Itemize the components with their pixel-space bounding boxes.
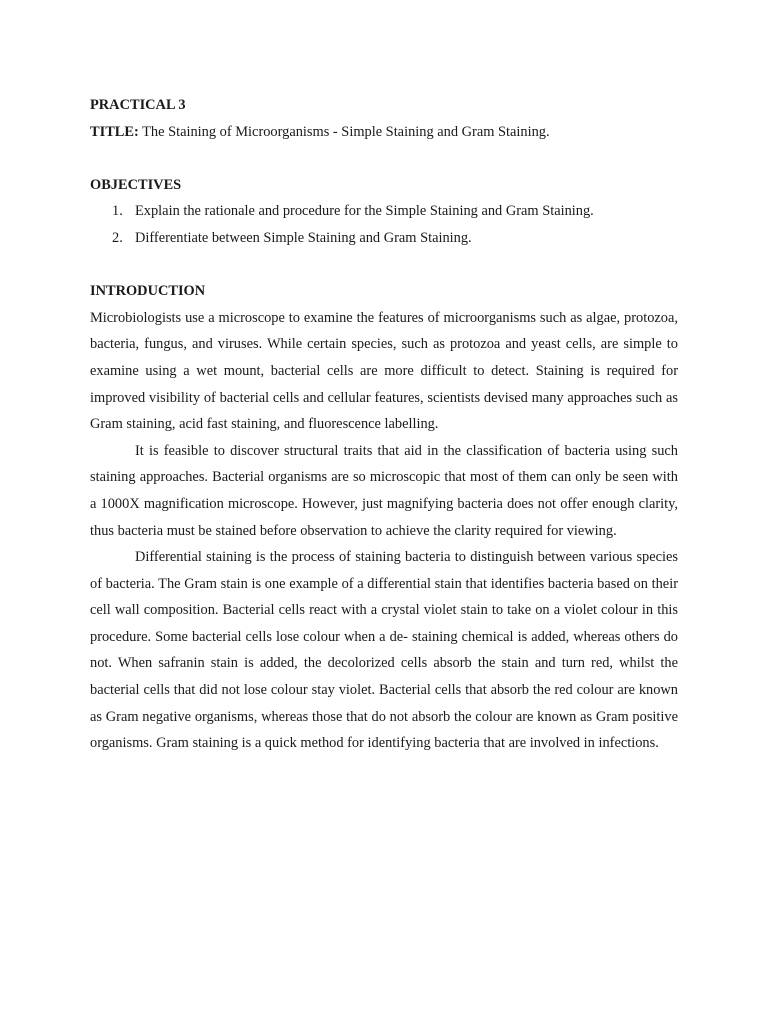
- document-page: [90, 92, 678, 757]
- list-item: [90, 198, 678, 225]
- paragraph: Differential staining is the process of staining bacteria to distinguish between various species of bacteria. The Gram stain is one example of a differential stain that identifies bacteria based on their cell wall composition. Bacterial cells react with a crystal violet stain to take on a violet colour in this procedure. Some bacterial cells lose colour when a de- staining chemical is added, whereas others do not. When safranin stain is added, the decolorized cells absorb the stain and turn red, whilst the bacterial cells that did not lose colour stay violet. Bacterial cells that absorb the red colour are known as Gram negative organisms, whereas those that do not absorb the colour are known as Gram positive organisms. Gram staining is a quick method for identifying bacteria that are involved in infections.: [90, 549, 678, 752]
- paragraph: It is feasible to discover structural traits that aid in the classification of bacteria using such staining approaches. Bacterial organisms are so microscopic that most of them can only be seen with a 1000X magnification microscope. However, just magnifying bacteria does not offer enough clarity, thus bacteria must be stained before observation to achieve the clarity required for viewing.: [90, 442, 678, 539]
- practical-heading: PRACTICAL 3: [90, 97, 186, 113]
- objectives-heading: OBJECTIVES: [90, 176, 182, 193]
- title-label: TITLE:: [90, 123, 139, 140]
- title-text: The Staining of Microorganisms - Simple Staining and Gram Staining.: [138, 123, 550, 140]
- paragraph: Microbiologists use a microscope to examine the features of microorganisms such as algae, protozoa, bacteria, fungus, and viruses. While certain species, such as protozoa and yeast cells, are simple to examine using a wet mount, bacterial cells are more difficult to detect. Staining is required for improved visibility of bacterial cells and cellular features, scientists devised many approaches such as Gram staining, acid fast staining, and fluorescence labelling.: [90, 309, 678, 433]
- list-text: Explain the rationale and procedure for the Simple Staining and Gram Staining.: [135, 203, 594, 220]
- list-text: Differentiate between Simple Staining and Gram Staining.: [135, 229, 472, 246]
- list-item: [90, 225, 678, 252]
- introduction-heading: INTRODUCTION: [90, 283, 206, 300]
- introduction-section: [90, 278, 678, 757]
- title-line: [90, 119, 678, 146]
- list-number: 2.: [112, 229, 123, 246]
- list-number: 1.: [112, 203, 123, 220]
- objectives-list: [90, 198, 678, 251]
- objectives-section: [90, 172, 678, 252]
